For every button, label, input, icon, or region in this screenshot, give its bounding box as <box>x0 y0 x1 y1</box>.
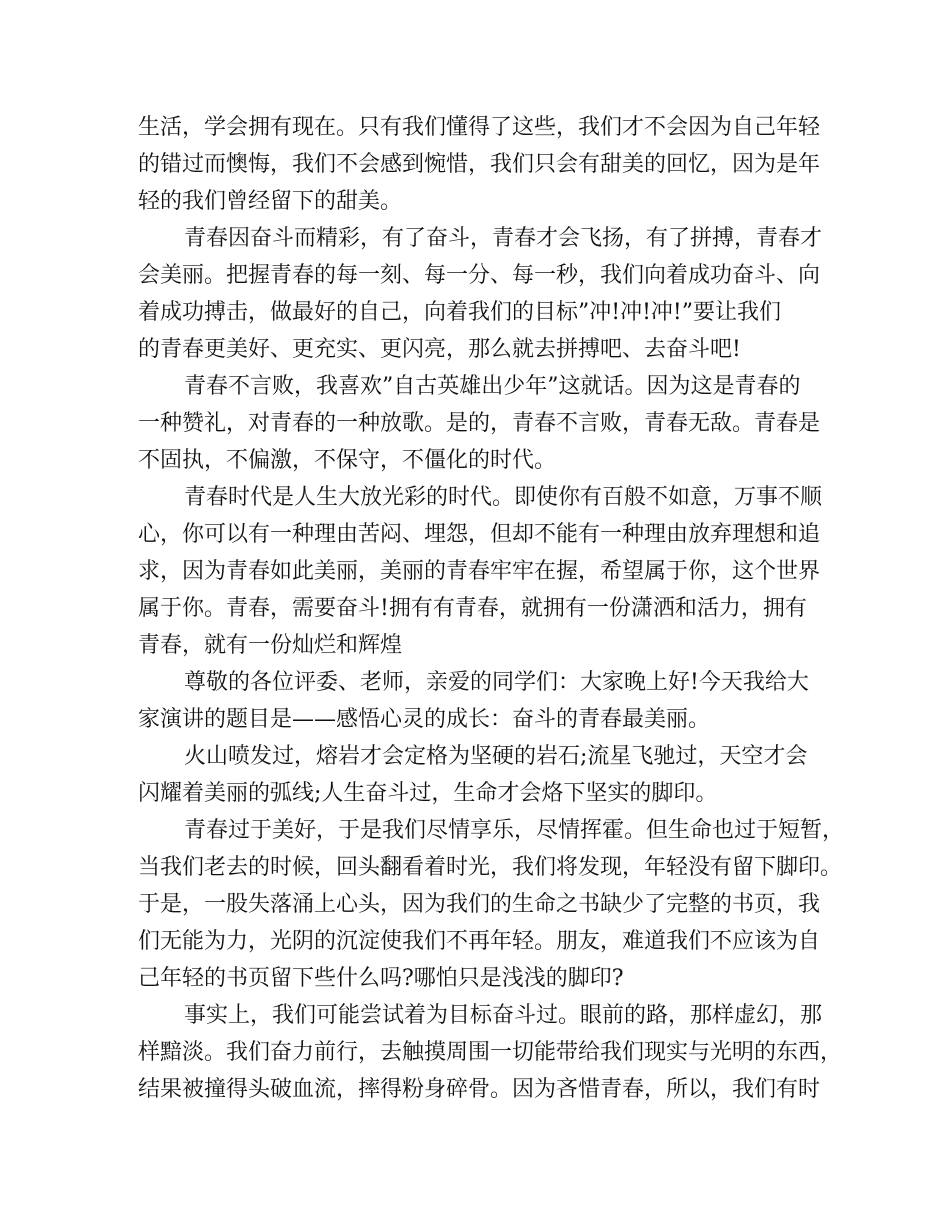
text-line: 样黯淡。我们奋力前行，去触摸周围一切能带给我们现实与光明的东西， <box>138 1040 843 1065</box>
text-line: 火山喷发过，熔岩才会定格为坚硬的岩石;流星飞驰过，天空才会 <box>184 744 808 769</box>
text-line: 闪耀着美丽的弧线;人生奋斗过，生命才会烙下坚实的脚印。 <box>138 781 718 806</box>
text-line: 青春时代是人生大放光彩的时代。即使你有百般不如意，万事不顺 <box>184 485 823 510</box>
text-line: 们无能为力，光阴的沉淀使我们不再年轻。朋友，难道我们不应该为自 <box>138 929 821 954</box>
text-line: 求，因为青春如此美丽，美丽的青春牢牢在握，希望属于你，这个世界 <box>138 559 821 584</box>
text-line: 家演讲的题目是——感悟心灵的成长：奋斗的青春最美丽。 <box>138 707 711 732</box>
text-line: 的错过而懊悔，我们不会感到惋惜，我们只会有甜美的回忆，因为是年 <box>138 152 821 177</box>
text-line: 己年轻的书页留下些什么吗?哪怕只是浅浅的脚印? <box>138 966 624 991</box>
text-line: 结果被撞得头破血流，摔得粉身碎骨。因为吝惜青春，所以，我们有时 <box>138 1077 821 1102</box>
text-line: 青春因奋斗而精彩，有了奋斗，青春才会飞扬，有了拼搏，青春才 <box>184 226 823 251</box>
text-line: 青春过于美好，于是我们尽情享乐，尽情挥霍。但生命也过于短暂， <box>184 818 845 843</box>
text-line: 轻的我们曾经留下的甜美。 <box>138 189 403 214</box>
text-line: 不固执，不偏激，不保守，不僵化的时代。 <box>138 448 557 473</box>
text-line: 心，你可以有一种理由苦闷、埋怨，但却不能有一种理由放弃理想和追 <box>138 522 821 547</box>
text-line: 属于你。青春，需要奋斗!拥有有青春，就拥有一份潇洒和活力，拥有 <box>138 596 807 621</box>
text-line: 生活，学会拥有现在。只有我们懂得了这些，我们才不会因为自己年轻 <box>138 115 821 140</box>
text-line: 着成功搏击，做最好的自己，向着我们的目标”冲!冲!冲!”要让我们 <box>138 300 782 325</box>
text-line: 事实上，我们可能尝试着为目标奋斗过。眼前的路，那样虚幻，那 <box>184 1003 823 1028</box>
text-line: 会美丽。把握青春的每一刻、每一分、每一秒，我们向着成功奋斗、向 <box>138 263 821 288</box>
text-line: 于是，一股失落涌上心头，因为我们的生命之书缺少了完整的书页，我 <box>138 892 821 917</box>
text-line: 一种赞礼，对青春的一种放歌。是的，青春不言败，青春无敌。青春是 <box>138 411 821 436</box>
text-line: 尊敬的各位评委、老师，亲爱的同学们：大家晚上好!今天我给大 <box>184 670 809 695</box>
text-line: 青春，就有一份灿烂和辉煌 <box>138 633 403 658</box>
text-line: 当我们老去的时候，回头翻看着时光，我们将发现，年轻没有留下脚印。 <box>138 855 843 880</box>
text-line: 的青春更美好、更充实、更闪亮，那么就去拼搏吧、去奋斗吧! <box>138 337 741 362</box>
text-line: 青春不言败，我喜欢”自古英雄出少年”这就话。因为这是青春的 <box>184 374 801 399</box>
